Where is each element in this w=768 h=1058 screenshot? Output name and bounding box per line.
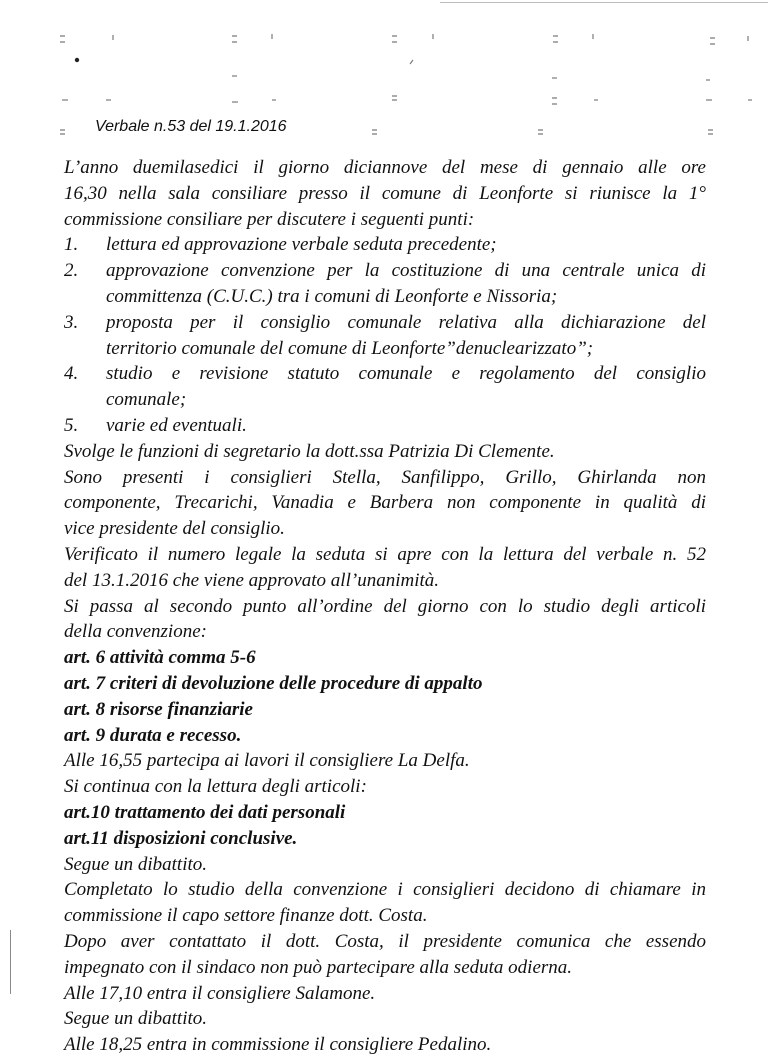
attendance-line: vice presidente del consiglio. — [64, 518, 285, 540]
agenda-item-continuation: comunale; — [106, 389, 187, 411]
agenda-item-continuation: territorio comunale del comune di Leonforte”denuclearizzato”; — [106, 337, 594, 359]
agenda-item — [64, 413, 706, 439]
agenda-item — [64, 258, 706, 284]
article-line: art. 7 criteri di devoluzione delle procedure di appalto — [64, 672, 483, 694]
debate-line: Segue un dibattito. — [64, 853, 208, 875]
agenda-item-continuation: committenza (C.U.C.) tra i comuni di Leonforte e Nissoria; — [106, 285, 558, 307]
president-line: impegnato con il sindaco non può partecipare alla seduta odierna. — [64, 956, 573, 978]
agenda-item-text: proposta per il consiglio comunale relativa alla dichiarazione del — [106, 311, 706, 333]
agenda-item-number: 3. — [64, 311, 79, 333]
agenda-item-number: 5. — [64, 414, 79, 436]
minute-title: Verbale n.53 del 19.1.2016 — [95, 118, 287, 135]
second-point-line: della convenzione: — [64, 621, 207, 643]
agenda-item-text: lettura ed approvazione verbale seduta precedente; — [106, 234, 497, 256]
agenda-item-number: 2. — [64, 260, 79, 282]
agenda-item — [64, 361, 706, 387]
quorum-line: Verificato il numero legale la seduta si apre con la lettura del verbale n. 52 — [64, 543, 706, 565]
agenda-item-text: varie ed eventuali. — [106, 414, 247, 436]
agenda-item — [64, 232, 706, 258]
intro-line: L’anno duemilasedici il giorno diciannove del mese di gennaio alle ore — [64, 157, 706, 178]
debate-line: Segue un dibattito. — [64, 1008, 208, 1030]
agenda-list — [64, 232, 706, 438]
article-line: art.11 disposizioni conclusive. — [64, 827, 298, 849]
attendance-line: componente, Trecarichi, Vanadia e Barbera non componente in qualità di — [64, 492, 706, 514]
second-point-line: Si passa al secondo punto all’ordine del giorno con lo studio degli articoli — [64, 595, 706, 617]
faint-scan-mark — [450, 935, 510, 949]
summon-line: commissione il capo settore finanze dott. Costa. — [64, 905, 428, 927]
agenda-item-text: studio e revisione statuto comunale e regolamento del consiglio — [106, 363, 706, 385]
agenda-item-text: approvazione convenzione per la costituzione di una centrale unica di — [106, 260, 706, 282]
continue-line: Si continua con la lettura degli articoli: — [64, 776, 367, 798]
article-line: art.10 trattamento dei dati personali — [64, 801, 346, 823]
article-line: art. 8 risorse finanziarie — [64, 698, 253, 720]
article-line: art. 9 durata e recesso. — [64, 724, 242, 746]
president-line: Dopo aver contattato il dott. Costa, il presidente comunica che essendo — [64, 930, 706, 952]
summon-line: Completato lo studio della convenzione i consiglieri decidono di chiamare in — [64, 879, 706, 901]
minutes-body — [64, 155, 706, 1058]
intro-line: commissione consiliare per discutere i seguenti punti: — [64, 208, 475, 230]
page-header — [95, 118, 287, 136]
left-edge-rule — [10, 930, 11, 994]
secretary-paragraph: Svolge le funzioni di segretario la dott.ssa Patrizia Di Clemente. — [64, 440, 555, 462]
arrival-line: Alle 18,25 entra in commissione il consigliere Pedalino. — [64, 1034, 492, 1056]
attendance-line: Sono presenti i consiglieri Stella, Sanfilippo, Grillo, Ghirlanda non — [64, 466, 706, 488]
article-line: art. 6 attività comma 5-6 — [64, 647, 256, 669]
agenda-item — [64, 310, 706, 336]
quorum-line: del 13.1.2016 che viene approvato all’unanimità. — [64, 569, 439, 591]
arrival-line: Alle 17,10 entra il consigliere Salamone. — [64, 982, 376, 1004]
agenda-item-number: 4. — [64, 363, 79, 385]
agenda-item-number: 1. — [64, 234, 79, 256]
intro-line: 16,30 nella sala consiliare presso il comune di Leonforte si riunisce la 1° — [64, 182, 706, 204]
arrival-line: Alle 16,55 partecipa ai lavori il consigliere La Delfa. — [64, 750, 470, 772]
